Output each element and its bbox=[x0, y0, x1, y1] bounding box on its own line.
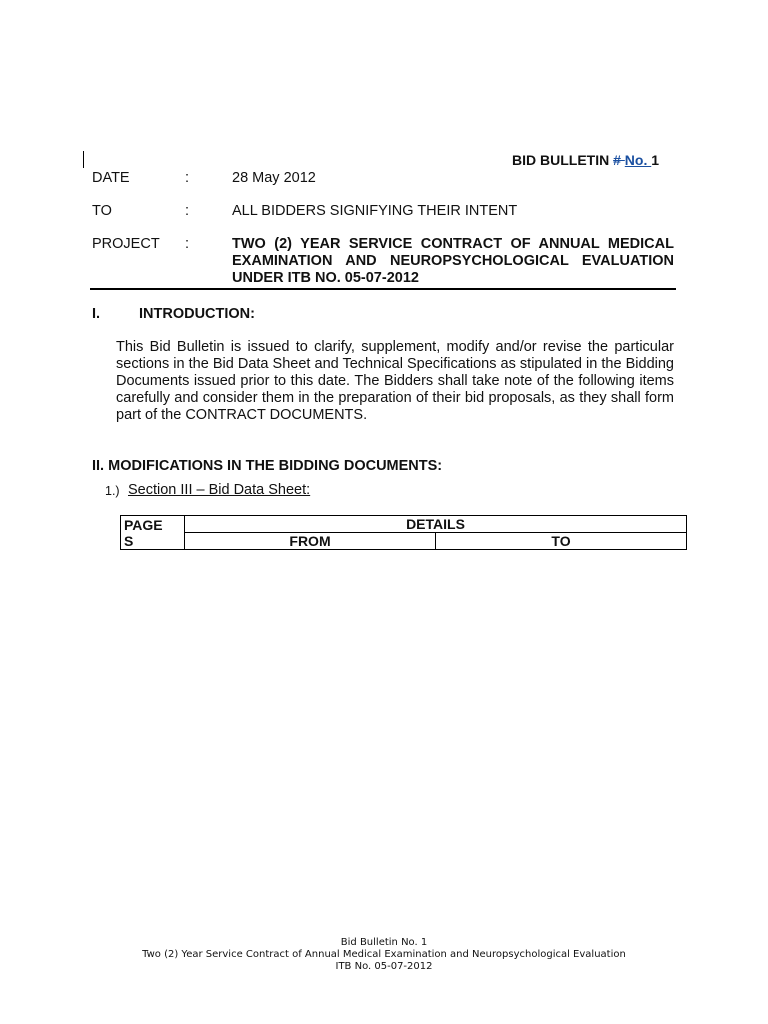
date-label: DATE bbox=[92, 170, 130, 186]
footer-line-2: Two (2) Year Service Contract of Annual Medical Examination and Neuropsychological Evaluation bbox=[142, 949, 626, 960]
project-value-main: TWO (2) YEAR SERVICE CONTRACT OF ANNUAL MEDICAL EXAMINATION AND NEUROPSYCHOLOGICAL EVALUATION bbox=[232, 236, 674, 269]
pages-header-cell bbox=[121, 516, 185, 550]
introduction-paragraph: This Bid Bulletin is issued to clarify, supplement, modify and/or revise the particular sections in the Bid Data Sheet and Technical Specifications as stipulated in the Bidding Documents issued prior to this date. The Bidders shall take note of the following items carefully and consider them in the preparation of their bid proposals, as they shall form part of the CONTRACT DOCUMENTS. bbox=[116, 339, 674, 423]
from-header-cell: FROM bbox=[185, 533, 436, 550]
bid-data-sheet-table bbox=[120, 515, 687, 550]
footer-line-1: Bid Bulletin No. 1 bbox=[340, 937, 428, 948]
to-label: TO bbox=[92, 203, 112, 219]
text-cursor bbox=[83, 151, 84, 168]
pages-header-line1: PAGE bbox=[124, 516, 163, 533]
bulletin-title-inserted: No. bbox=[624, 152, 652, 168]
bulletin-title-prefix: BID BULLETIN bbox=[512, 152, 614, 168]
project-colon: : bbox=[185, 236, 190, 252]
header-divider bbox=[90, 288, 676, 290]
project-value-last-line: UNDER ITB NO. 05-07-2012 bbox=[232, 270, 419, 286]
table-header-row bbox=[121, 516, 687, 533]
project-value bbox=[232, 236, 674, 287]
footer-line-3: ITB No. 05-07-2012 bbox=[335, 961, 433, 972]
date-colon: : bbox=[185, 170, 190, 186]
to-value: ALL BIDDERS SIGNIFYING THEIR INTENT bbox=[232, 203, 518, 219]
bulletin-title-number: 1 bbox=[651, 152, 660, 168]
subsection-title: Section III – Bid Data Sheet: bbox=[128, 482, 311, 498]
subsection-number: 1.) bbox=[105, 484, 120, 498]
section-1-title: INTRODUCTION: bbox=[139, 306, 255, 322]
section-2-title: II. MODIFICATIONS IN THE BIDDING DOCUMENTS: bbox=[92, 458, 443, 474]
details-header-cell: DETAILS bbox=[185, 516, 687, 533]
to-header-cell: TO bbox=[436, 533, 687, 550]
date-value: 28 May 2012 bbox=[232, 170, 316, 186]
table-subheader-row bbox=[121, 533, 687, 550]
bulletin-title-deleted: # bbox=[613, 152, 625, 168]
pages-header-line2: S bbox=[124, 532, 134, 549]
project-label: PROJECT bbox=[92, 236, 160, 252]
section-1-number: I. bbox=[92, 306, 101, 322]
to-colon: : bbox=[185, 203, 190, 219]
bulletin-title bbox=[512, 152, 659, 168]
